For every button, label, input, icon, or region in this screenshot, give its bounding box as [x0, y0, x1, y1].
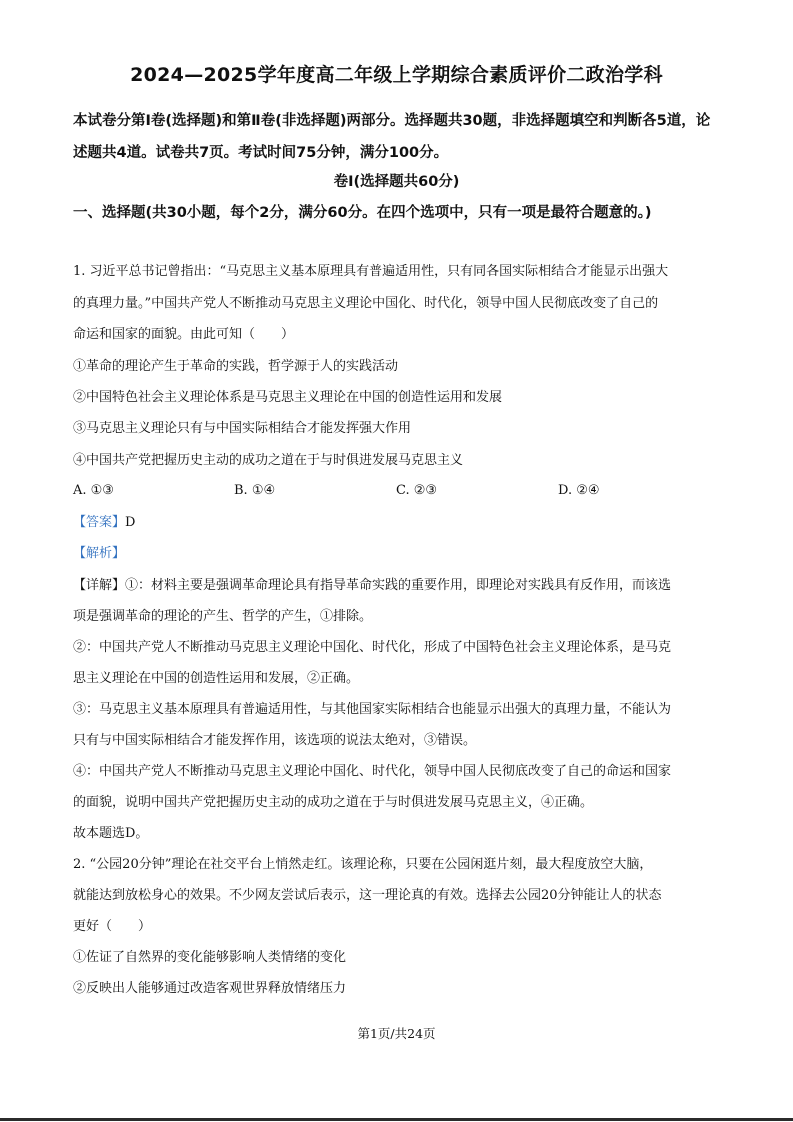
- q1-stem-line-3: 命运和国家的面貌。由此可知（ ）: [73, 327, 295, 342]
- q1-detail-line-5: ③：马克思主义基本原理具有普遍适用性，与其他国家实际相结合也能显示出强大的真理力量，不能认为: [73, 702, 672, 717]
- q1-option-b: B. ①④: [234, 483, 276, 498]
- bottom-divider: [0, 1118, 793, 1121]
- q1-detail-line-7: ④：中国共产党人不断推动马克思主义理论中国化、时代化，领导中国人民彻底改变了自己的命运和国家: [73, 764, 672, 779]
- q1-answer: [73, 513, 135, 533]
- page-number: 第1页/共24页: [357, 1026, 436, 1041]
- q1-stem-line-2: 的真理力量。”中国共产党人不断推动马克思主义理论中国化、时代化，领导中国人民彻底改变了自己的: [73, 296, 659, 311]
- q2-stem-line-1: 2. “公园20分钟”理论在社交平台上悄然走红。该理论称，只要在公园闲逛片刻，最大程度放空大脑，: [73, 857, 653, 872]
- q1-option-c: C. ②③: [396, 483, 438, 498]
- q1-option-a: A. ①③: [73, 483, 114, 498]
- q2-statement-1: ①佐证了自然界的变化能够影响人类情绪的变化: [73, 950, 347, 965]
- answer-tag: 【答案】: [73, 515, 126, 530]
- q1-statement-2: ②中国特色社会主义理论体系是马克思主义理论在中国的创造性运用和发展: [73, 390, 503, 405]
- q1-detail-line-8: 的面貌，说明中国共产党把握历史主动的成功之道在于与时俱进发展马克思主义，④正确。: [73, 795, 594, 810]
- q1-statement-1: ①革命的理论产生于革命的实践，哲学源于人的实践活动: [73, 359, 399, 374]
- exam-title: 2024—2025学年度高二年级上学期综合素质评价二政治学科: [130, 64, 663, 86]
- q1-analysis-tag: 【解析】: [73, 546, 126, 561]
- q1-stem-line-1: 1. 习近平总书记曾指出：“马克思主义基本原理具有普遍适用性，只有同各国实际相结合才能显示出强大: [73, 264, 669, 279]
- detail-tag: 【详解】: [73, 578, 126, 593]
- q1-detail-line-1: 【详解】①：材料主要是强调革命理论具有指导革命实践的重要作用，即理论对实践具有反作用，而该选: [73, 578, 672, 593]
- q1-detail-line-6: 只有与中国实际相结合才能发挥作用，该选项的说法太绝对，③错误。: [73, 733, 477, 748]
- q1-detail-line-4: 思主义理论在中国的创造性运用和发展，②正确。: [73, 671, 360, 686]
- q2-statement-2: ②反映出人能够通过改造客观世界释放情绪压力: [73, 981, 347, 996]
- q1-detail-line-3: ②：中国共产党人不断推动马克思主义理论中国化、时代化，形成了中国特色社会主义理论体系，是马克: [73, 640, 672, 655]
- q1-detail-line-9: 故本题选D。: [73, 826, 149, 841]
- volume-title: 卷Ⅰ(选择题共60分): [333, 174, 460, 190]
- q2-stem-line-3: 更好（ ）: [73, 919, 152, 934]
- answer-value: D: [125, 515, 136, 530]
- q1-statement-3: ③马克思主义理论只有与中国实际相结合才能发挥强大作用: [73, 421, 412, 436]
- section-title: 一、选择题(共30小题，每个2分，满分60分。在四个选项中，只有一项是最符合题意的。): [73, 205, 652, 221]
- q1-statement-4: ④中国共产党把握历史主动的成功之道在于与时俱进发展马克思主义: [73, 453, 464, 468]
- q1-detail-line-2: 项是强调革命的理论的产生、哲学的产生，①排除。: [73, 609, 373, 624]
- q1-option-d: D. ②④: [558, 483, 600, 498]
- q2-stem-line-2: 就能达到放松身心的效果。不少网友尝试后表示，这一理论真的有效。选择去公园20分钟能让人的状态: [73, 888, 662, 903]
- exam-intro: 本试卷分第Ⅰ卷(选择题)和第Ⅱ卷(非选择题)两部分。选择题共30题，非选择题填空和判断各5道，论述题共4道。试卷共7页。考试时间75分钟，满分100分。: [73, 113, 711, 161]
